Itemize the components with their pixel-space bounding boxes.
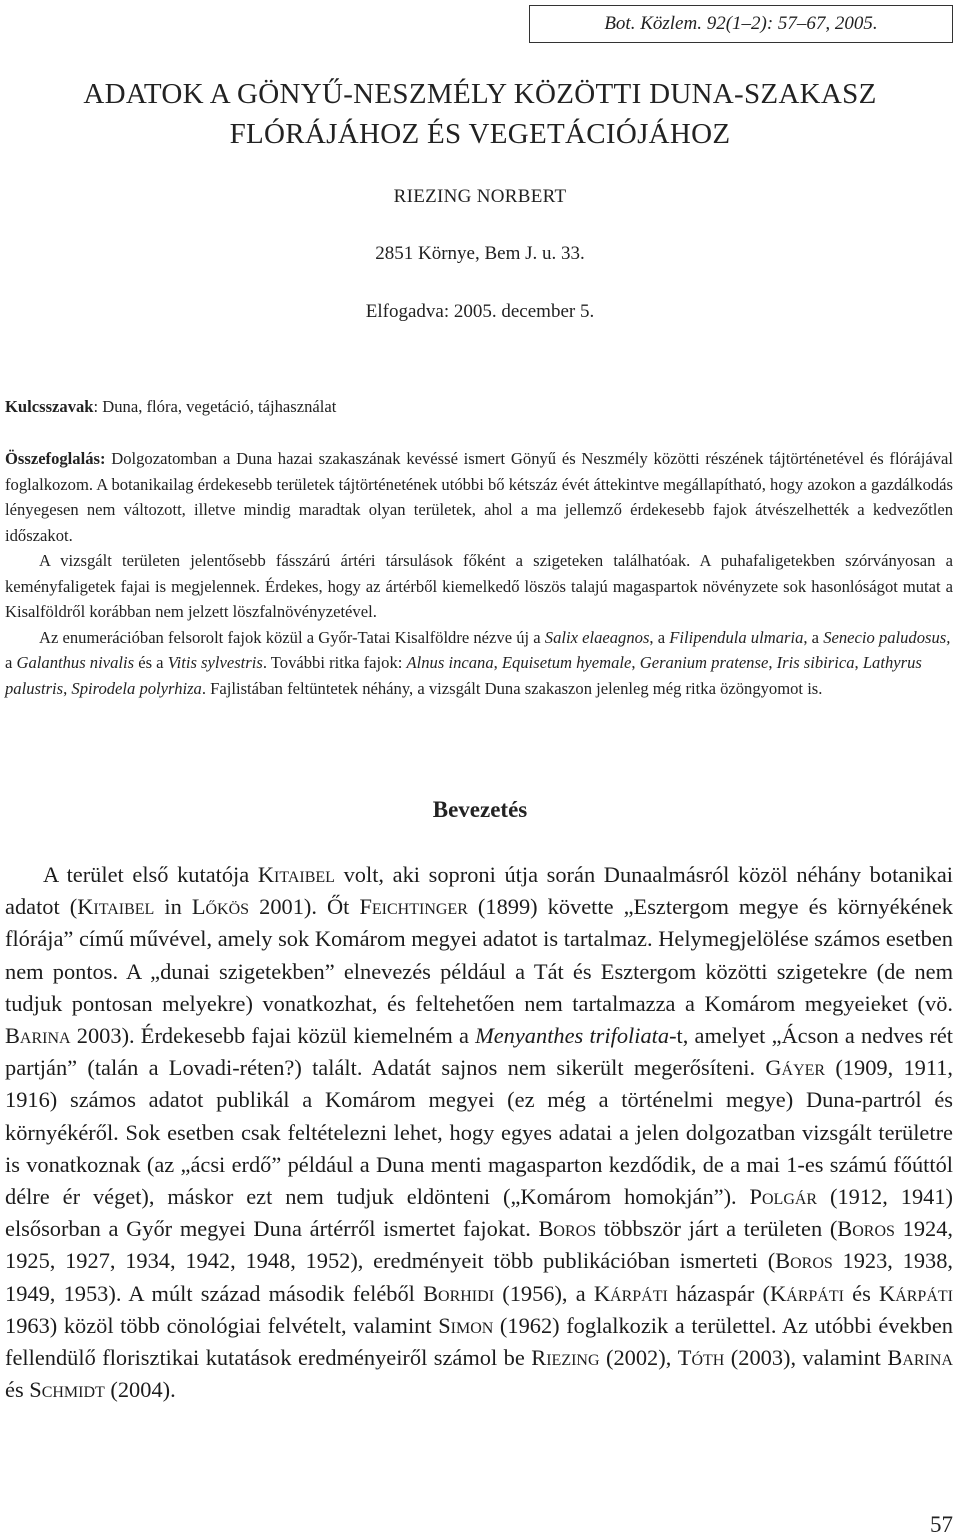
cited-author: Kitaibel <box>257 862 335 887</box>
cited-author: Lőkös <box>191 894 250 920</box>
cited-author: Boros <box>538 1216 597 1242</box>
species-name: Lathyrus palustris <box>5 653 922 698</box>
keywords-label: Kulcsszavak <box>5 397 94 416</box>
keywords-text: : Duna, flóra, vegetáció, tájhasználat <box>93 397 337 416</box>
abstract-paragraph-1: Összefoglalás: Dolgozatomban a Duna hazai szakaszának kevéssé ismert Gönyű és Neszmély közötti részének tájtörténetével és flórájával foglalkozom. A botanikailag érdekesebb területek tájtörténetének utóbbi bő kétszáz évét áttekintve megállapítható, hogy azokon a gazdálkodás lényegesen nem változott, illetve mindig maradtak olyan területek, ahol a ma jellemző érdekesebb fajok átvészelhették a kedvezőtlen időszakot. <box>5 449 953 545</box>
cited-author: Simon <box>438 1312 494 1338</box>
cited-author: Borhidi <box>423 1280 495 1306</box>
page-number: 57 <box>930 1512 953 1537</box>
introduction-paragraph: A terület első kutatója Kitaibel volt, aki soproni útja során Dunaalmásról közöl néhány botanikai adatot (Kitaibel in Lőkös 2001). Őt Feichtinger (1899) követte „Esztergom megye és környékének flórája” című művével, amely sok Komárom megyei adatot is tartalmaz. Helymegjelölése számos esetben nem pontos. A „dunai szigetekben” elnevezés például a Tát és Esztergom közötti szigetekre (de nem tudjuk pontosan melyekre) vonatkozhat, és feltehetően nem tartalmazza a Komárom megyeieket (vö. Barina 2003). Érdekesebb fajai közül kiemelném a Menyanthes trifoliata-t, amelyet „Ácson a nedves rét partján” (talán a Lovadi-réten?) talált. Adatát sajnos nem sikerült megerősíteni. Gáyer (1909, 1911, 1916) számos adatot publikál a Komárom megyei (ez még a történelmi megye) Duna-partról és környékéről. Sok esetben csak feltételezni lehet, hogy egyes adatai a jelen dolgozatban vizsgált területre is vonatkoznak (az „ácsi erdő” például a Duna menti magasparton kezdődik, de a mai 1-es számú főúttól délre ér véget), máskor ezt nem tudjuk eldönteni („Komárom homokján”). Polgár (1912, 1941) elsősorban a Győr megyei Duna ártérről ismertet fajokat. Boros többször járt a területen (Boros 1924, 1925, 1927, 1934, 1942, 1948, 1952), eredményeit több publikációban ismerteti (Boros 1923, 1938, 1949, 1953). A múlt század második feléből Borhidi (1956), a Kárpáti házaspár (Kárpáti és Kárpáti 1963) közöl több cönológiai felvételt, valamint Simon (1962) foglalkozik a területtel. Az utóbbi években fellendülő florisztikai kutatások eredményeiről számol be Riezing (2002), Tóth (2003), valamint Barina és Schmidt (2004). <box>5 862 954 1403</box>
title-line-1: ADATOK A GÖNYŰ-NESZMÉLY KÖZÖTTI DUNA-SZAKASZ <box>83 78 877 110</box>
species-name: Menyanthes trifoliata <box>475 1023 670 1049</box>
cited-author: Polgár <box>749 1184 818 1210</box>
species-name: Iris sibirica <box>776 653 855 672</box>
cited-author: Kitaibel <box>77 894 155 920</box>
species-name: Alnus incana <box>406 653 494 672</box>
abstract-paragraph-2: A vizsgált területen jelentősebb fásszárú ártéri társulások főként a szigeteken találhatóak. A puhafaligetekben szórványosan a keményfaligetek fajai is megjelennek. Érdekes, hogy az ártérből kiemelkedő löszös talajú magaspartok növényzete sok hasonlóságot mutat a Kisalföldről korábban nem jelzett löszfalnövényzetével. <box>5 551 953 621</box>
species-name: Galanthus nivalis <box>16 653 135 672</box>
species-name: Vitis sylvestris <box>167 653 263 672</box>
species-name: Geranium pratense <box>639 653 769 672</box>
species-name: Equisetum hyemale <box>501 653 632 672</box>
author-name: RIEZING NORBERT <box>393 186 567 207</box>
keywords <box>5 394 953 420</box>
cited-author: Schmidt <box>29 1377 105 1403</box>
cited-author: Boros <box>837 1216 895 1242</box>
cited-author: Barina <box>5 1023 71 1049</box>
accepted-date: Elfogadva: 2005. december 5. <box>365 301 595 322</box>
cited-author: Gáyer <box>765 1055 826 1081</box>
paper-title <box>0 74 960 154</box>
section-heading-introduction: Bevezetés <box>432 797 528 822</box>
species-name: Salix elaeagnos <box>544 627 650 647</box>
cited-author: Riezing <box>531 1345 600 1371</box>
introduction-body <box>5 859 953 1406</box>
abstract <box>5 446 953 701</box>
cited-author: Kárpáti <box>770 1280 844 1306</box>
journal-citation: Bot. Közlem. 92(1–2): 57–67, 2005. <box>529 5 953 43</box>
species-name: Senecio paludosus, <box>823 627 951 647</box>
cited-author: Boros <box>775 1248 833 1274</box>
species-name: Filipendula ulmaria <box>669 627 804 647</box>
species-name: Spirodela polyrhiza <box>71 678 202 698</box>
abstract-label: Összefoglalás: <box>5 449 106 468</box>
author-address: 2851 Környe, Bem J. u. 33. <box>375 243 585 264</box>
title-line-2: FLÓRÁJÁHOZ ÉS VEGETÁCIÓJÁHOZ <box>229 118 731 150</box>
cited-author: Kárpáti <box>879 1280 953 1306</box>
cited-author: Feichtinger <box>359 894 468 920</box>
cited-author: Kárpáti <box>593 1280 668 1306</box>
abstract-paragraph-3: Az enumerációban felsorolt fajok közül a Győr-Tatai Kisalföldre nézve új a Salix elaeagnos, a Filipendula ulmaria, a Senecio paludosus, a Galanthus nivalis és a Vitis sylvestris. További ritka fajok: Alnus incana, Equisetum hyemale, Geranium pratense, Iris sibirica, Lathyrus palustris, Spirodela polyrhiza. Fajlistában feltüntetek néhány, a vizsgált Duna szakaszon jelenleg még ritka özöngyomot is. <box>5 627 951 698</box>
cited-author: Barina <box>887 1345 953 1371</box>
cited-author: Tóth <box>677 1345 725 1371</box>
